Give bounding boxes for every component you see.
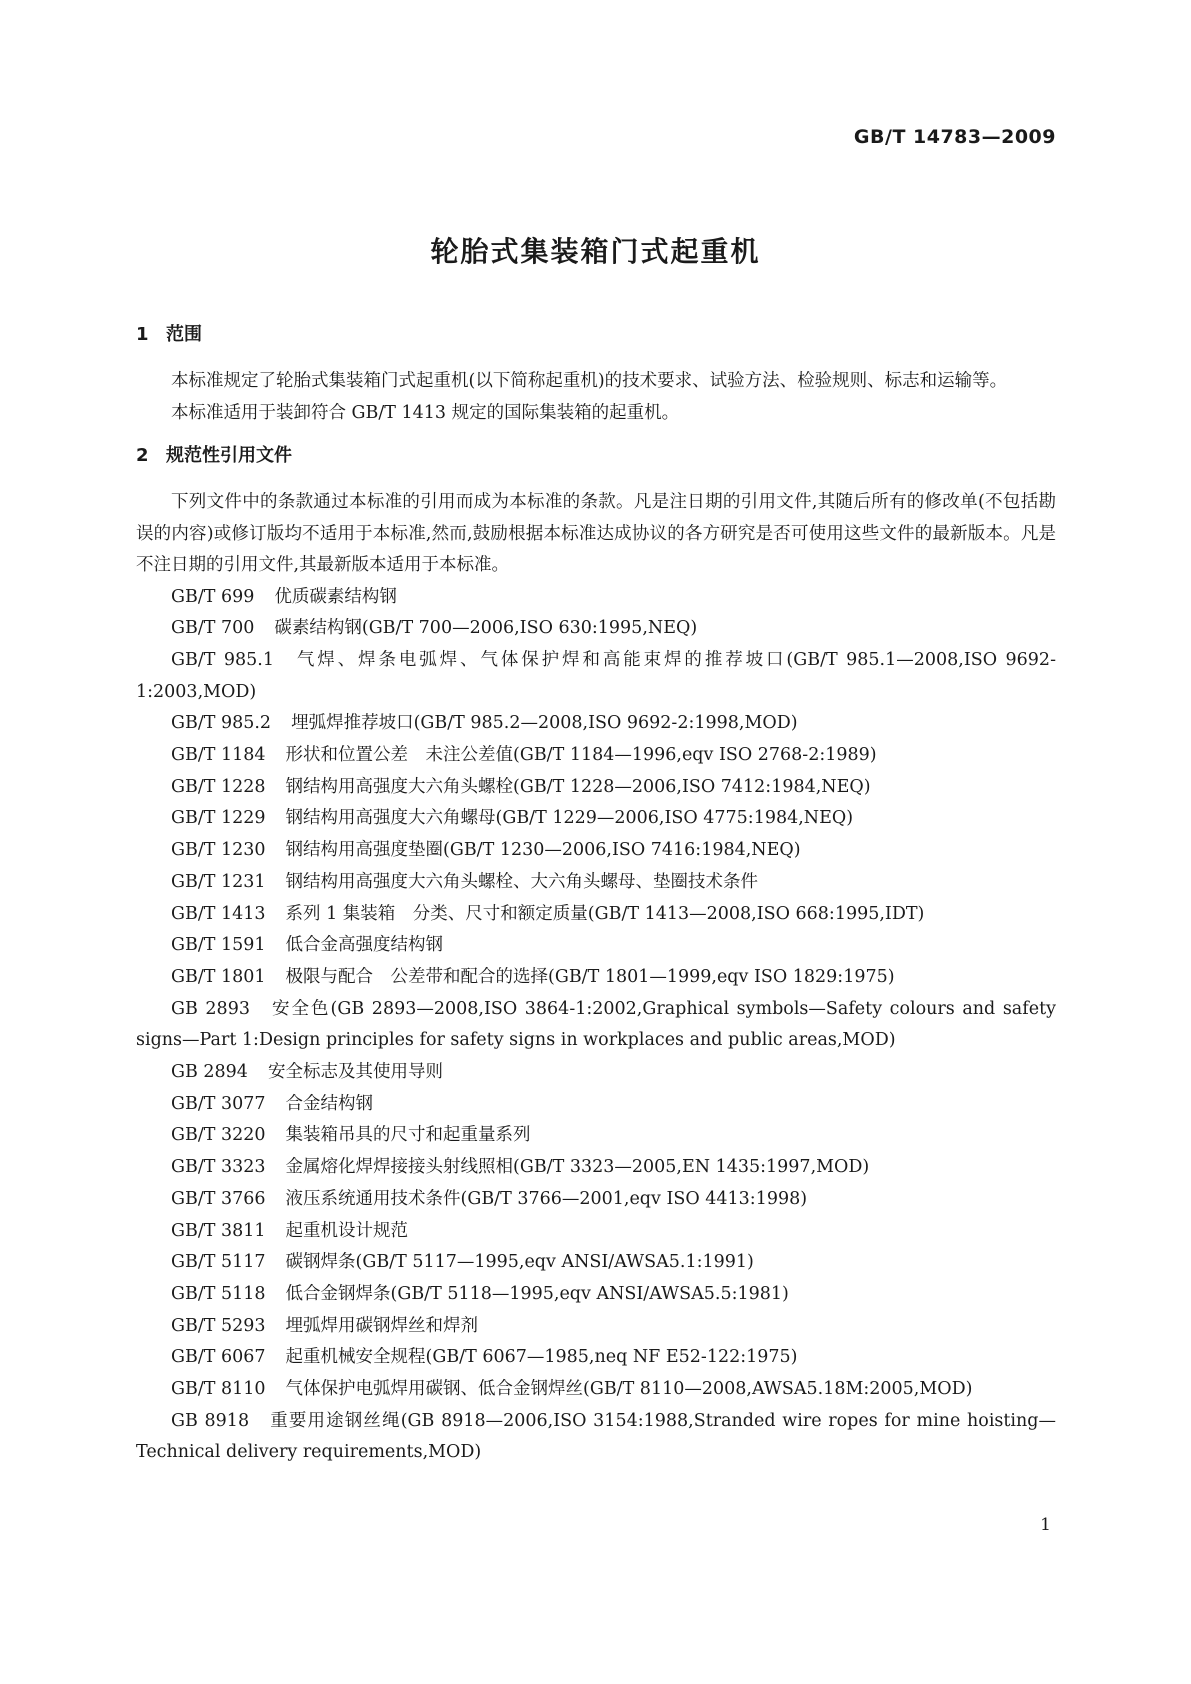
reference-item	[136, 1184, 1056, 1216]
reference-code: GB/T 700	[171, 618, 255, 639]
reference-item	[136, 1406, 1056, 1469]
reference-title: 安全标志及其使用导则	[267, 1062, 443, 1083]
reference-code: GB/T 5118	[171, 1283, 266, 1304]
reference-code: GB/T 1413	[171, 903, 266, 924]
reference-title: 系列 1 集装箱 分类、尺寸和额定质量(GB/T 1413—2008,ISO 668:1995,IDT)	[285, 903, 925, 924]
reference-title: 起重机设计规范	[285, 1220, 409, 1241]
reference-item	[136, 1247, 1056, 1279]
section-scope	[136, 320, 1056, 429]
reference-list	[136, 582, 1056, 1470]
reference-code: GB/T 1231	[171, 871, 266, 892]
reference-item	[136, 994, 1056, 1057]
reference-code: GB/T 3323	[171, 1157, 266, 1178]
reference-item	[136, 1279, 1056, 1311]
reference-item	[136, 645, 1056, 708]
reference-title: 气焊、焊条电弧焊、气体保护焊和高能束焊的推荐坡口(GB/T 985.1—2008,ISO 9692-1:2003,MOD)	[136, 649, 1056, 702]
reference-item	[136, 582, 1056, 614]
reference-item	[136, 613, 1056, 645]
reference-code: GB/T 5293	[171, 1315, 266, 1336]
reference-item	[136, 1152, 1056, 1184]
reference-item	[136, 708, 1056, 740]
reference-code: GB/T 985.2	[171, 713, 272, 734]
reference-item	[136, 899, 1056, 931]
reference-item	[136, 803, 1056, 835]
reference-title: 重要用途钢丝绳(GB 8918—2006,ISO 3154:1988,Stranded wire ropes for mine hoisting—Technical delivery requirements,MOD)	[136, 1410, 1056, 1463]
reference-title: 埋弧焊用碳钢焊丝和焊剂	[285, 1315, 479, 1336]
reference-code: GB/T 3766	[171, 1188, 266, 1209]
reference-title: 钢结构用高强度大六角螺母(GB/T 1229—2006,ISO 4775:1984,NEQ)	[285, 808, 854, 829]
reference-code: GB/T 1230	[171, 840, 266, 861]
reference-code: GB 2894	[171, 1062, 248, 1083]
reference-code: GB/T 1228	[171, 776, 266, 797]
reference-code: GB/T 699	[171, 586, 255, 607]
reference-code: GB/T 3220	[171, 1125, 266, 1146]
paragraph: 下列文件中的条款通过本标准的引用而成为本标准的条款。凡是注日期的引用文件,其随后所有的修改单(不包括勘误的内容)或修订版均不适用于本标准,然而,鼓励根据本标准达成协议的各方研究是否可使用这些文件的最新版本。凡是不注日期的引用文件,其最新版本适用于本标准。	[136, 492, 1056, 575]
reference-code: GB/T 8110	[171, 1379, 266, 1400]
reference-title: 低合金钢焊条(GB/T 5118—1995,eqv ANSI/AWSA5.5:1981)	[285, 1283, 789, 1304]
reference-item	[136, 1120, 1056, 1152]
reference-code: GB/T 985.1	[171, 649, 274, 670]
reference-item	[136, 740, 1056, 772]
reference-code: GB/T 1184	[171, 745, 266, 766]
reference-code: GB/T 6067	[171, 1347, 266, 1368]
reference-code: GB 2893	[171, 998, 250, 1019]
reference-item	[136, 1311, 1056, 1343]
reference-item	[136, 930, 1056, 962]
reference-code: GB/T 3077	[171, 1093, 266, 1114]
reference-title: 集装箱吊具的尺寸和起重量系列	[285, 1125, 531, 1146]
section-number: 1	[136, 324, 149, 345]
reference-title: 埋弧焊推荐坡口(GB/T 985.2—2008,ISO 9692-2:1998,MOD)	[291, 713, 798, 734]
reference-title: 极限与配合 公差带和配合的选择(GB/T 1801—1999,eqv ISO 1829:1975)	[285, 966, 895, 987]
reference-code: GB/T 5117	[171, 1252, 266, 1273]
section-heading	[136, 441, 1056, 471]
reference-title: 碳钢焊条(GB/T 5117—1995,eqv ANSI/AWSA5.1:1991)	[285, 1252, 754, 1273]
reference-title: 气体保护电弧焊用碳钢、低合金钢焊丝(GB/T 8110—2008,AWSA5.18M:2005,MOD)	[285, 1379, 973, 1400]
reference-item	[136, 772, 1056, 804]
reference-title: 起重机械安全规程(GB/T 6067—1985,neq NF E52-122:1975)	[285, 1347, 798, 1368]
reference-item	[136, 962, 1056, 994]
reference-code: GB 8918	[171, 1410, 250, 1431]
paragraph: 本标准规定了轮胎式集装箱门式起重机(以下简称起重机)的技术要求、试验方法、检验规则、标志和运输等。	[171, 371, 1008, 391]
reference-title: 碳素结构钢(GB/T 700—2006,ISO 630:1995,NEQ)	[274, 618, 698, 639]
reference-item	[136, 1216, 1056, 1248]
reference-item	[136, 835, 1056, 867]
reference-title: 优质碳素结构钢	[274, 586, 397, 607]
reference-code: GB/T 1591	[171, 935, 266, 956]
standard-number: GB/T 14783—2009	[853, 126, 1056, 148]
reference-item	[136, 1057, 1056, 1089]
section-title: 范围	[166, 324, 202, 345]
section-normative-references	[136, 441, 1056, 1469]
reference-item	[136, 1342, 1056, 1374]
reference-title: 金属熔化焊焊接接头射线照相(GB/T 3323—2005,EN 1435:1997,MOD)	[285, 1157, 870, 1178]
reference-title: 安全色(GB 2893—2008,ISO 3864-1:2002,Graphical symbols—Safety colours and safety signs—Part 1:Design principles for safety signs in workplaces and public areas,MOD)	[136, 998, 1056, 1051]
reference-item	[136, 1089, 1056, 1121]
reference-title: 钢结构用高强度大六角头螺栓(GB/T 1228—2006,ISO 7412:1984,NEQ)	[285, 776, 871, 797]
reference-title: 低合金高强度结构钢	[285, 935, 444, 956]
section-title: 规范性引用文件	[166, 445, 292, 466]
reference-title: 合金结构钢	[285, 1093, 374, 1114]
section-heading	[136, 320, 1056, 350]
reference-title: 钢结构用高强度大六角头螺栓、大六角头螺母、垫圈技术条件	[285, 871, 759, 892]
reference-title: 形状和位置公差 未注公差值(GB/T 1184—1996,eqv ISO 2768-2:1989)	[285, 745, 877, 766]
reference-item	[136, 867, 1056, 899]
reference-item	[136, 1374, 1056, 1406]
document-title: 轮胎式集装箱门式起重机	[430, 235, 761, 268]
reference-code: GB/T 1229	[171, 808, 266, 829]
reference-title: 钢结构用高强度垫圈(GB/T 1230—2006,ISO 7416:1984,NEQ)	[285, 840, 801, 861]
section-number: 2	[136, 445, 149, 466]
reference-title: 液压系统通用技术条件(GB/T 3766—2001,eqv ISO 4413:1998)	[285, 1188, 808, 1209]
reference-code: GB/T 1801	[171, 966, 266, 987]
page-number: 1	[1040, 1515, 1051, 1535]
document-body	[136, 320, 1056, 1481]
paragraph: 本标准适用于装卸符合 GB/T 1413 规定的国际集装箱的起重机。	[171, 402, 680, 423]
reference-code: GB/T 3811	[171, 1220, 266, 1241]
